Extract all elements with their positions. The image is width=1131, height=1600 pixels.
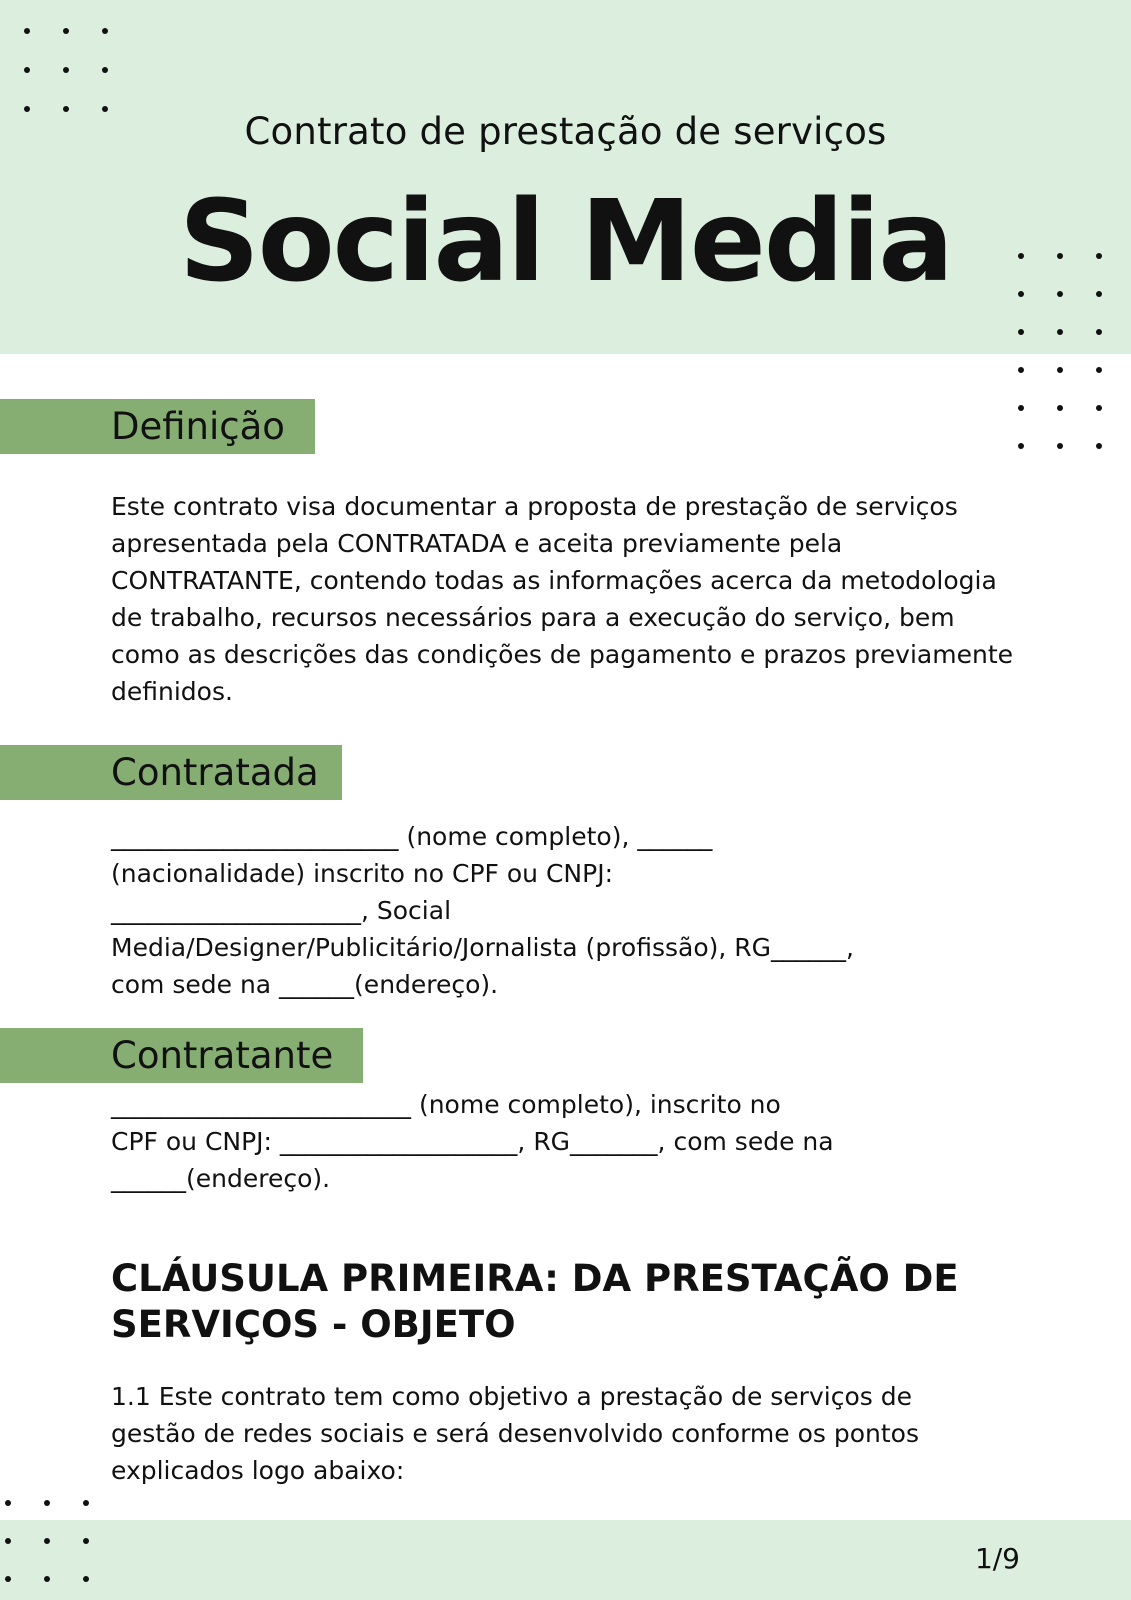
contratada-text: _______________________ (nome completo), ______ (nacionalidade) inscrito no CPF ou CNPJ: ____________________, Social Media/Designer/Publicitário/Jornalista (profissão), RG______, com sede na ______(endereço). [111,822,854,999]
section-heading-contratante: Contratante [0,1028,363,1083]
definicao-text: Este contrato visa documentar a proposta de prestação de serviços apresentada pela CONTRATADA e aceita previamente pela CONTRATANTE, contendo todas as informações acerca da metodologia de trabalho, recursos necessários para a execução do serviço, bem como as descrições das condições de pagamento e prazos previamente definidos. [111,492,1021,706]
clause-heading: CLÁUSULA PRIMEIRA: DA PRESTAÇÃO DE SERVIÇOS - OBJETO [111,1257,959,1346]
section-heading-definicao: Definição [0,399,315,454]
decorative-dots-top-left [24,28,108,112]
document-title: Social Media [179,177,952,307]
decorative-dots-bottom-left [5,1500,89,1582]
document-subtitle: Contrato de prestação de serviços [244,110,887,153]
page-number: 1/9 [974,1542,1020,1575]
section-heading-contratada: Contratada [0,745,342,800]
clause-text: 1.1 Este contrato tem como objetivo a prestação de serviços de gestão de redes sociais e será desenvolvido conforme os pontos explicados logo abaixo: [111,1382,927,1485]
contratante-text: ________________________ (nome completo), inscrito no CPF ou CNPJ: ___________________, RG_______, com sede na ______(endereço). [111,1090,834,1193]
